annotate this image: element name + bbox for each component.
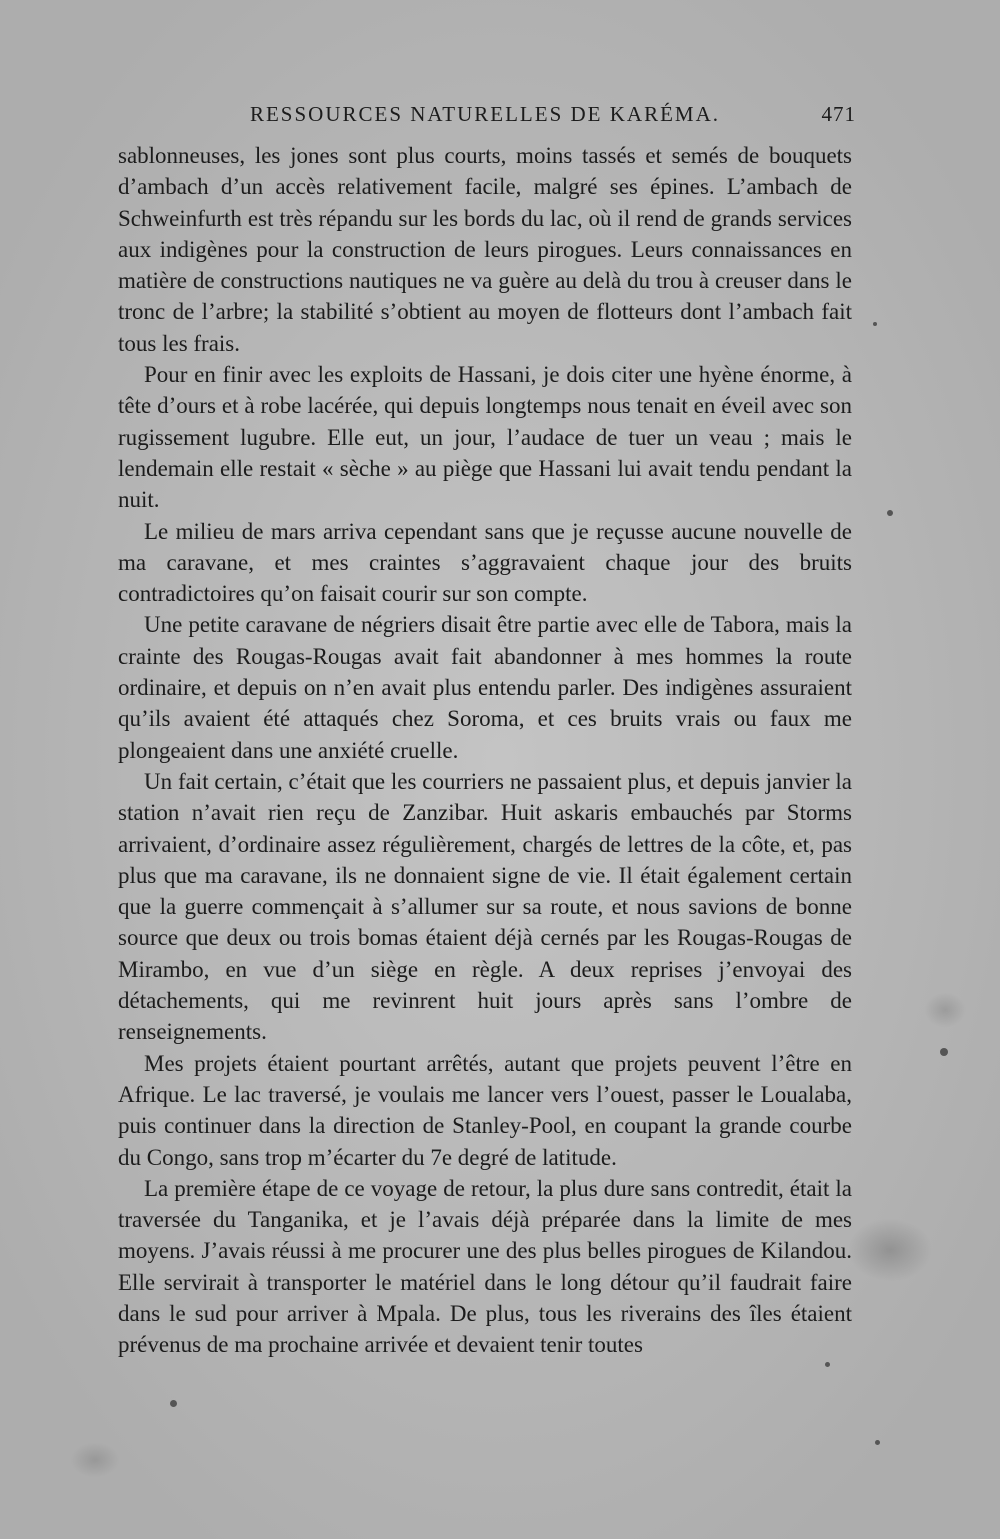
paper-speck xyxy=(875,1440,880,1445)
paragraph-1: sablonneuses, les jones sont plus courts, moins tassés et semés de bouquets d’ambach d’un accès relativement facile, malgré ses épines. L’ambach de Schweinfurth est très répandu sur les bords du lac, où il rend de grands services aux indigènes pour la construction de leurs pirogues. Leurs connaissances en matière de constructions nautiques ne va guère au delà du trou à creuser dans le tronc de l’arbre; la stabilité s’obtient au moyen de flotteurs dont l’ambach fait tous les frais. xyxy=(118,143,852,356)
paragraph-6: Mes projets étaient pourtant arrêtés, autant que projets peuvent l’être en Afrique. Le lac traversé, je voulais me lancer vers l’ouest, passer le Loualaba, puis continuer dans la direction de Stanley-Pool, en coupant la grande courbe du Congo, sans trop m’écarter du 7e degré de latitude. xyxy=(118,1050,852,1170)
paragraph-3: Le milieu de mars arriva cependant sans que je reçusse aucune nouvelle de ma caravane, et mes craintes s’aggravaient chaque jour des bruits contradictoires qu’on faisait courir sur son compte. xyxy=(118,518,852,607)
body-text xyxy=(118,140,852,1361)
page-number: 471 xyxy=(821,102,856,126)
running-title: RESSOURCES NATURELLES DE KARÉMA. xyxy=(249,102,721,126)
paragraph-2: Pour en finir avec les exploits de Hassani, je dois citer une hyène énorme, à tête d’ours et à robe lacérée, qui depuis longtemps nous tenait en éveil avec son rugissement lugubre. Elle eut, un jour, l’audace de tuer un veau ; mais le lendemain elle restait « sèche » au piège que Hassani lui avait tendu pendant la nuit. xyxy=(118,362,852,513)
paper-speck xyxy=(170,1400,177,1407)
paragraph-7: La première étape de ce voyage de retour, la plus dure sans contredit, était la traversée du Tanganika, et je l’avais déjà préparée dans la limite de mes moyens. J’avais réussi à me procurer une des plus belles pirogues de Kilandou. Elle servirait à transporter le matériel dans le long détour qu’il faudrait faire dans le sud pour arriver à Mpala. De plus, tous les riverains des îles étaient prévenus de ma prochaine arrivée et devaient tenir toutes xyxy=(118,1175,852,1358)
paragraph-4: Une petite caravane de négriers disait être partie avec elle de Tabora, mais la crainte des Rougas-Rougas avait fait abandonner à mes hommes la route ordinaire, et depuis on n’en avait plus entendu parler. Des indigènes assuraient qu’ils avaient été attaqués chez Soroma, et ces bruits vrais ou faux me plongeaient dans une anxiété cruelle. xyxy=(118,612,852,763)
page-header xyxy=(118,102,856,132)
paper-speck xyxy=(887,510,893,516)
paper-speck xyxy=(940,1048,948,1056)
paragraph-5: Un fait certain, c’était que les courriers ne passaient plus, et depuis janvier la station n’avait rien reçu de Zanzibar. Huit askaris embauchés par Storms arrivaient, d’ordinaire assez régulièrement, chargés de lettres de la côte, et, pas plus que ma caravane, ils ne donnaient signe de vie. Il était également certain que la guerre commençait à s’allumer sur sa route, et nous savions de bonne source que deux ou trois bomas étaient déjà cernés par les Rougas-Rougas de Mirambo, en vue d’un siège en règle. A deux reprises j’envoyai des détachements, qui me revinrent huit jours après sans l’ombre de renseignements. xyxy=(118,768,852,1045)
paper-speck xyxy=(825,1362,830,1367)
paper-speck xyxy=(873,322,877,326)
